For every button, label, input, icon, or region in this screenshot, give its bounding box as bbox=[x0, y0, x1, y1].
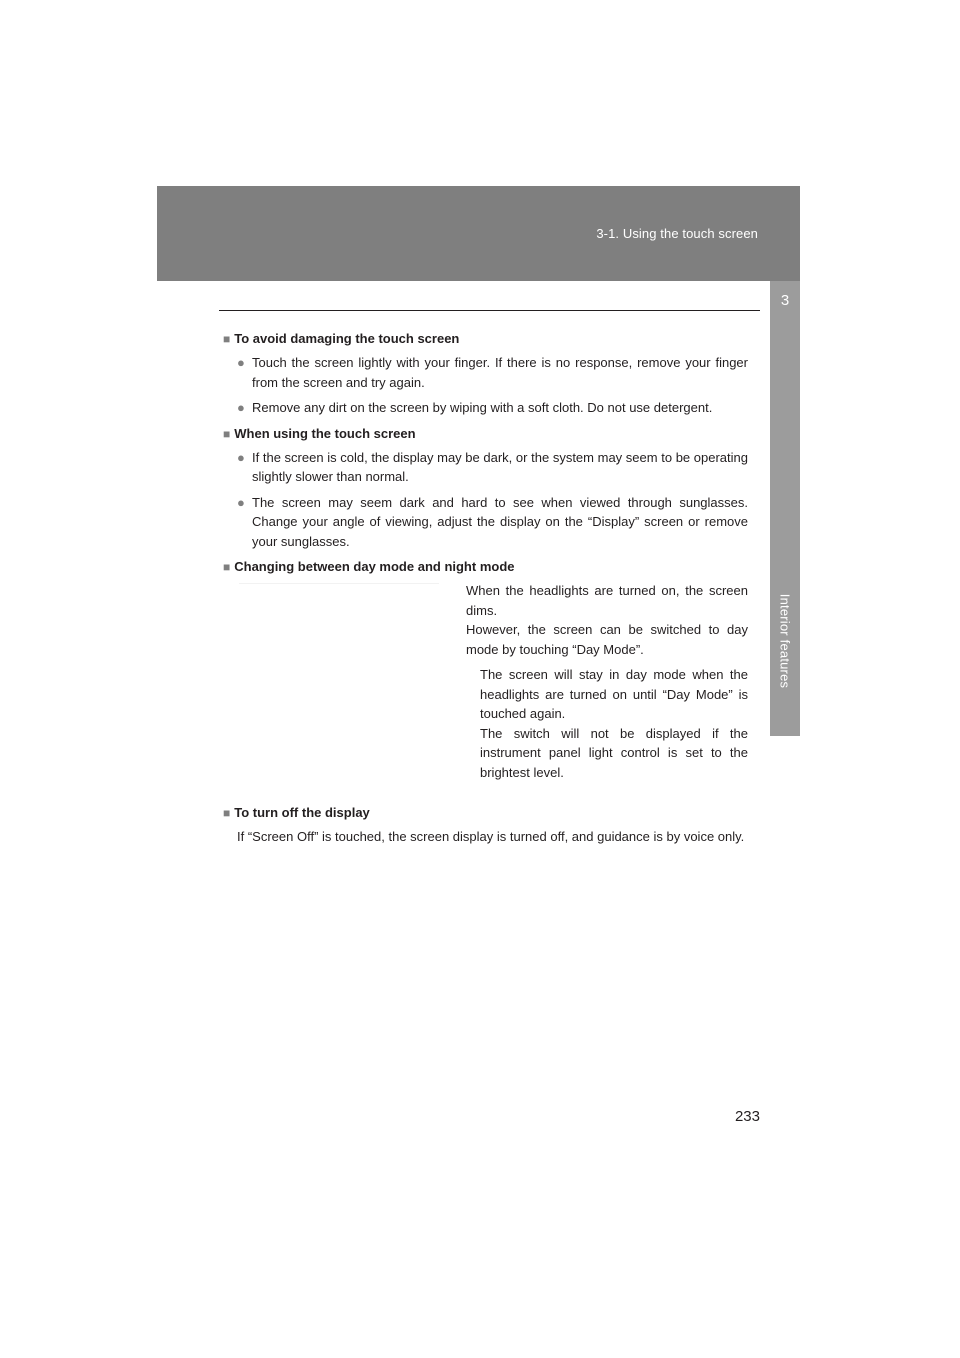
section-heading bbox=[223, 557, 748, 577]
square-marker-icon: ■ bbox=[223, 332, 231, 346]
page-content bbox=[223, 329, 748, 847]
heading-text: Changing between day mode and night mode bbox=[234, 559, 515, 574]
bullet-dot-icon: ● bbox=[237, 449, 245, 465]
bullet-item bbox=[223, 353, 748, 392]
bullet-item bbox=[223, 493, 748, 552]
chapter-label: Interior features bbox=[777, 593, 793, 689]
section-heading bbox=[223, 329, 748, 349]
bullet-text: Remove any dirt on the screen by wiping with a soft cloth. Do not use detergent. bbox=[252, 400, 713, 415]
section-turn-off bbox=[223, 803, 748, 847]
heading-text: To avoid damaging the touch screen bbox=[234, 331, 460, 346]
section-day-night bbox=[223, 557, 748, 803]
day-mode-block bbox=[223, 581, 748, 803]
note-text: The switch will not be displayed if the instrument panel light control is set to the brightest level. bbox=[480, 725, 748, 780]
day-mode-text bbox=[466, 581, 748, 782]
section-heading bbox=[223, 424, 748, 444]
bullet-dot-icon: ● bbox=[237, 494, 245, 510]
page-number: 233 bbox=[734, 1108, 760, 1125]
square-marker-icon: ■ bbox=[223, 426, 231, 441]
chapter-tab bbox=[770, 281, 800, 736]
bullet-dot-icon: ● bbox=[237, 400, 245, 415]
note-text: The screen will stay in day mode when the headlights are turned on until “Day Mode” is touched again. bbox=[480, 667, 748, 721]
top-rule bbox=[219, 310, 760, 311]
square-marker-icon: ■ bbox=[223, 806, 231, 820]
bullet-text: If the screen is cold, the display may be dark, or the system may seem to be operating slightly slower than normal. bbox=[252, 449, 748, 484]
header-band bbox=[157, 186, 800, 281]
heading-text: When using the touch screen bbox=[234, 425, 416, 441]
bullet-text: Touch the screen lightly with your finger. If there is no response, remove your finger from the screen and try again. bbox=[252, 355, 748, 390]
day-mode-paragraph: When the headlights are turned on, the screen dims. bbox=[466, 583, 748, 618]
bullet-text: The screen may seem dark and hard to see when viewed through sunglasses. Change your angle of viewing, adjust the display on the “Display” screen or remove your sunglasses. bbox=[252, 494, 748, 549]
section-title: 3-1. Using the touch screen bbox=[596, 226, 758, 241]
heading-text: To turn off the display bbox=[234, 805, 370, 820]
section-heading bbox=[223, 803, 748, 823]
section-avoid-damage bbox=[223, 329, 748, 418]
bullet-item bbox=[223, 398, 748, 418]
screen-illustration bbox=[239, 583, 439, 724]
bullet-dot-icon: ● bbox=[237, 355, 245, 370]
section-using bbox=[223, 424, 748, 552]
turn-off-paragraph: If “Screen Off” is touched, the screen display is turned off, and guidance is by voice only. bbox=[237, 829, 745, 844]
square-marker-icon: ■ bbox=[223, 560, 231, 574]
day-mode-note bbox=[480, 665, 748, 782]
chapter-number: 3 bbox=[780, 292, 790, 309]
day-mode-paragraph: However, the screen can be switched to day mode by touching “Day Mode”. bbox=[466, 622, 748, 657]
bullet-item bbox=[223, 448, 748, 487]
